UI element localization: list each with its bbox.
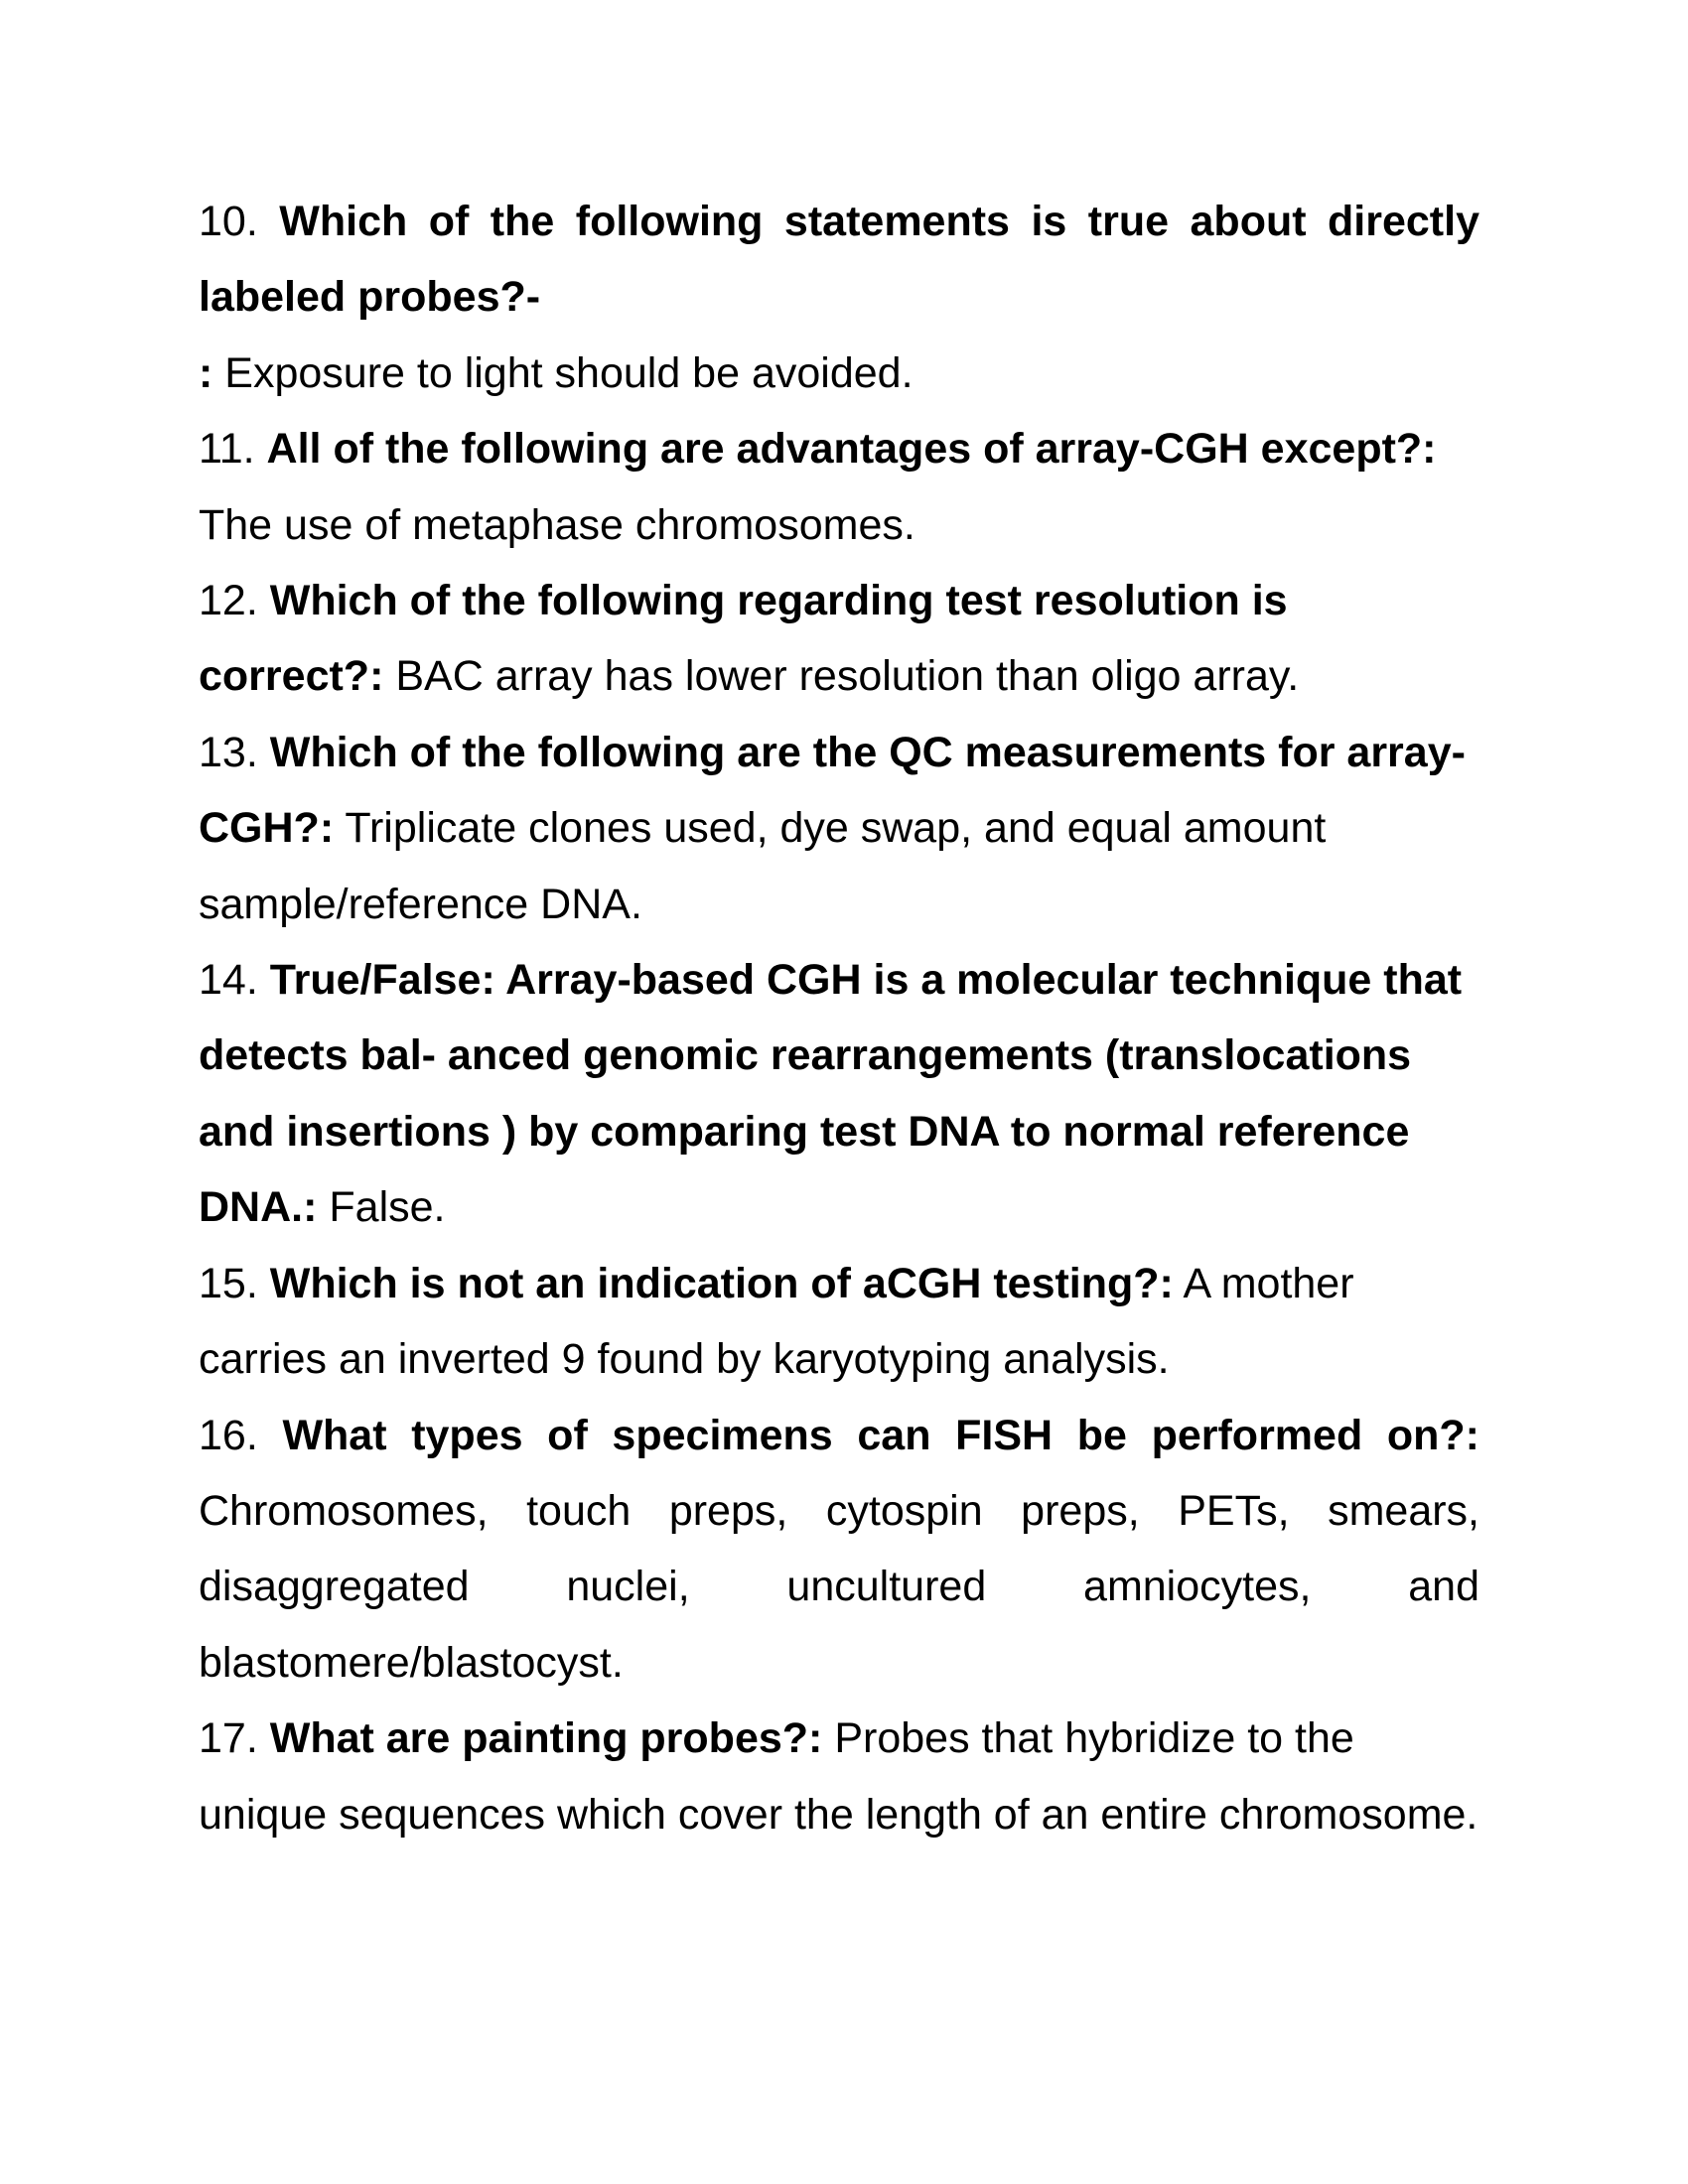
qa-item-12 (199, 563, 1479, 715)
answer-text: Probes that hybridize to the unique sequences which cover the length of an entire chromosome. (199, 1714, 1478, 1839)
item-number: 14. (199, 956, 258, 1005)
qa-item-11 (199, 411, 1479, 563)
document-page (199, 184, 1479, 1852)
item-number: 15. (199, 1259, 258, 1307)
item-number: 11. (199, 425, 255, 474)
question-text: Which of the following statements is true about directly labeled probes?- (199, 198, 1479, 322)
qa-item-15 (199, 1246, 1479, 1398)
answer-text: Triplicate clones used, dye swap, and equal amount sample/reference DNA. (199, 804, 1327, 928)
answer-text: Chromosomes, touch preps, cytospin preps, PETs, smears, disaggregated nuclei, uncultured amniocytes, and blastomere/blastocyst. (199, 1486, 1479, 1687)
question-text: Which is not an indication of aCGH testing?: (269, 1259, 1174, 1307)
item-number: 12. (199, 577, 258, 625)
item-number: 10. (199, 198, 258, 245)
item-number: 16. (199, 1411, 258, 1459)
qa-item-17 (199, 1701, 1479, 1852)
question-text: True/False: Array-based CGH is a molecular technique that detects bal- anced genomic rearrangements (translocations and insertions ) by comparing test DNA to normal reference DNA.: (199, 956, 1463, 1232)
question-text: What types of specimens can FISH be performed on?: (282, 1411, 1479, 1459)
qa-item-10 (199, 184, 1479, 411)
item-number: 13. (199, 728, 258, 776)
question-text: What are painting probes?: (269, 1714, 823, 1763)
qa-item-13 (199, 715, 1479, 942)
question-text: Which of the following are the QC measurements for array-CGH?: (199, 728, 1466, 853)
qa-item-16 (199, 1398, 1479, 1702)
answer-separator: : (199, 348, 213, 397)
answer-text: Exposure to light should be avoided. (224, 348, 914, 397)
answer-text: A mother carries an inverted 9 found by karyotyping analysis. (199, 1259, 1354, 1384)
qa-item-14 (199, 942, 1479, 1246)
question-text: All of the following are advantages of array-CGH except?: (266, 425, 1437, 474)
question-text: Which of the following regarding test resolution is correct?: (199, 577, 1288, 701)
item-number: 17. (199, 1714, 258, 1763)
answer-text: False. (329, 1183, 446, 1232)
answer-text: BAC array has lower resolution than oligo array. (395, 652, 1300, 701)
answer-text: The use of metaphase chromosomes. (199, 500, 915, 549)
